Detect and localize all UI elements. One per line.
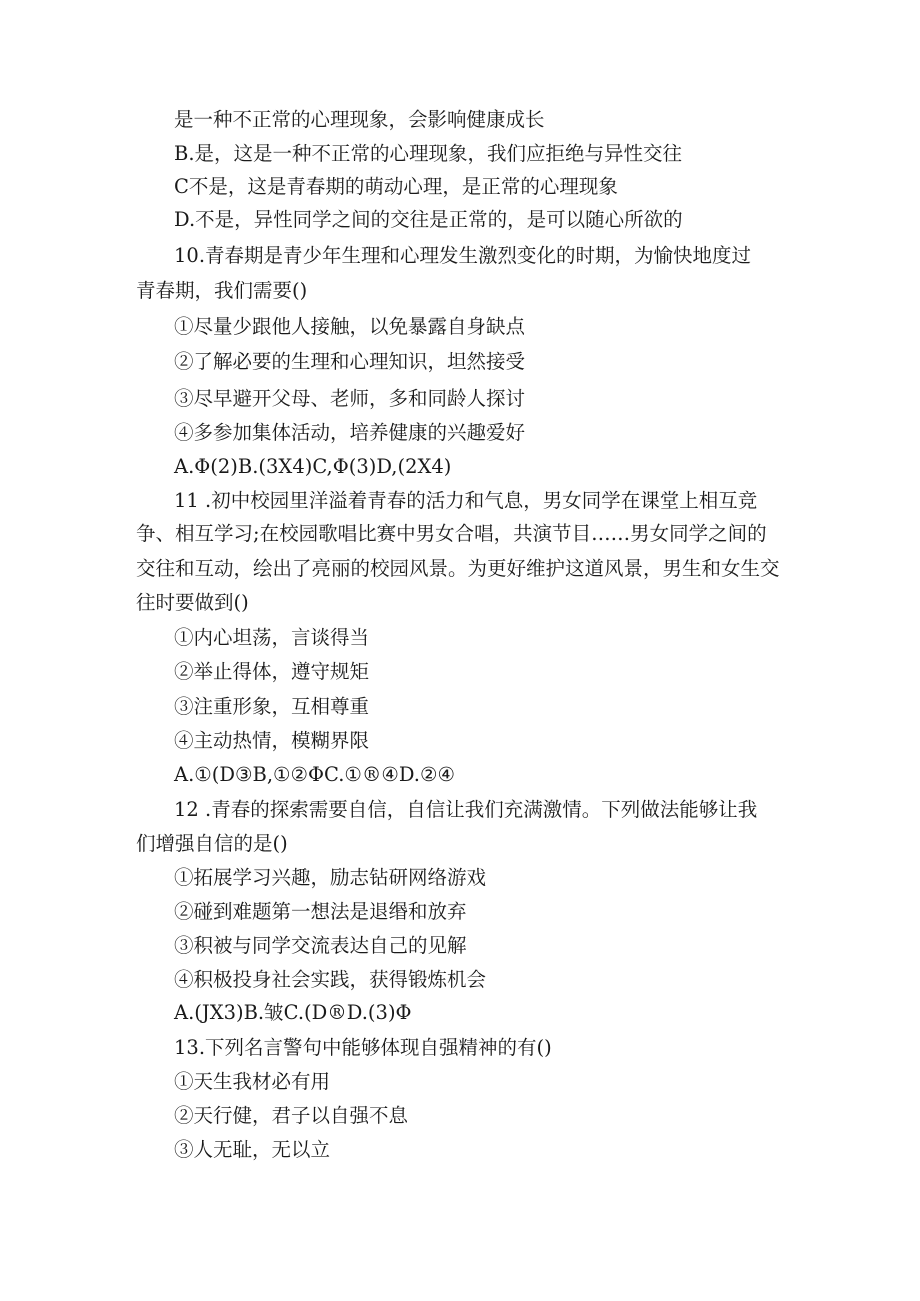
q10-statement-1: ①尽量少跟他人接触，以免暴露自身缺点 bbox=[174, 315, 526, 338]
question-10-stem: 10.青春期是青少年生理和心理发生激烈变化的时期，为愉快地度过 bbox=[174, 244, 752, 267]
question-13-stem: 13.下列名言警句中能够体现自强精神的有() bbox=[174, 1036, 552, 1059]
q12-statement-3: ③积被与同学交流表达自己的见解 bbox=[174, 934, 467, 957]
q11-statement-3: ③注重形象，互相尊重 bbox=[174, 695, 370, 718]
q13-statement-1: ①天生我材必有用 bbox=[174, 1070, 331, 1093]
question-12-stem-cont: 们增强自信的是() bbox=[136, 832, 288, 855]
q10-statement-4: ④多参加集体活动，培养健康的兴趣爱好 bbox=[174, 421, 526, 444]
q12-statement-4: ④积极投身社会实践，获得锻炼机会 bbox=[174, 968, 487, 991]
question-12-stem: 12 .青春的探索需要自信，自信让我们充满激情。下列做法能够让我 bbox=[174, 798, 758, 821]
q11-answer-options: A.①(D③B,①②ΦC.①®④D.②④ bbox=[174, 763, 455, 786]
question-11-stem: 11 .初中校园里洋溢着青春的活力和气息，男女同学在课堂上相互竞 bbox=[174, 489, 758, 512]
q10-answer-options: A.Φ(2)B.(3X4)C,Φ(3)D,(2X4) bbox=[174, 455, 452, 478]
q10-statement-2: ②了解必要的生理和心理知识，坦然接受 bbox=[174, 350, 526, 373]
option-d: D.不是，异性同学之间的交往是正常的，是可以随心所欲的 bbox=[174, 208, 683, 231]
q12-statement-2: ②碰到难题第一想法是退缗和放弃 bbox=[174, 900, 467, 923]
q10-statement-3: ③尽早避开父母、老师，多和同龄人探讨 bbox=[174, 387, 526, 410]
question-11-stem-cont-3: 往时要做到() bbox=[136, 591, 249, 614]
question-11-stem-cont-1: 争、相互学习;在校园歌唱比赛中男女合唱，共演节目……男女同学之间的 bbox=[136, 522, 767, 545]
question-11-stem-cont-2: 交往和互动，绘出了亮丽的校园风景。为更好维护这道风景，男生和女生交 bbox=[136, 557, 780, 580]
q12-answer-options: A.(JX3)B.皱C.(D®D.(3)Φ bbox=[174, 1001, 412, 1024]
q11-statement-1: ①内心坦荡，言谈得当 bbox=[174, 626, 370, 649]
q11-statement-4: ④主动热情，模糊界限 bbox=[174, 729, 370, 752]
option-b: B.是，这是一种不正常的心理现象，我们应拒绝与异性交往 bbox=[174, 142, 683, 165]
option-c: C不是，这是青春期的萌动心理，是正常的心理现象 bbox=[174, 175, 618, 198]
text-line-1: 是一种不正常的心理现象，会影响健康成长 bbox=[174, 108, 545, 131]
question-10-stem-cont: 青春期，我们需要() bbox=[136, 279, 308, 302]
q13-statement-2: ②天行健，君子以自强不息 bbox=[174, 1104, 409, 1127]
q12-statement-1: ①拓展学习兴趣，励志钻研网络游戏 bbox=[174, 866, 487, 889]
q11-statement-2: ②举止得体，遵守规矩 bbox=[174, 660, 370, 683]
q13-statement-3: ③人无耻，无以立 bbox=[174, 1138, 331, 1161]
